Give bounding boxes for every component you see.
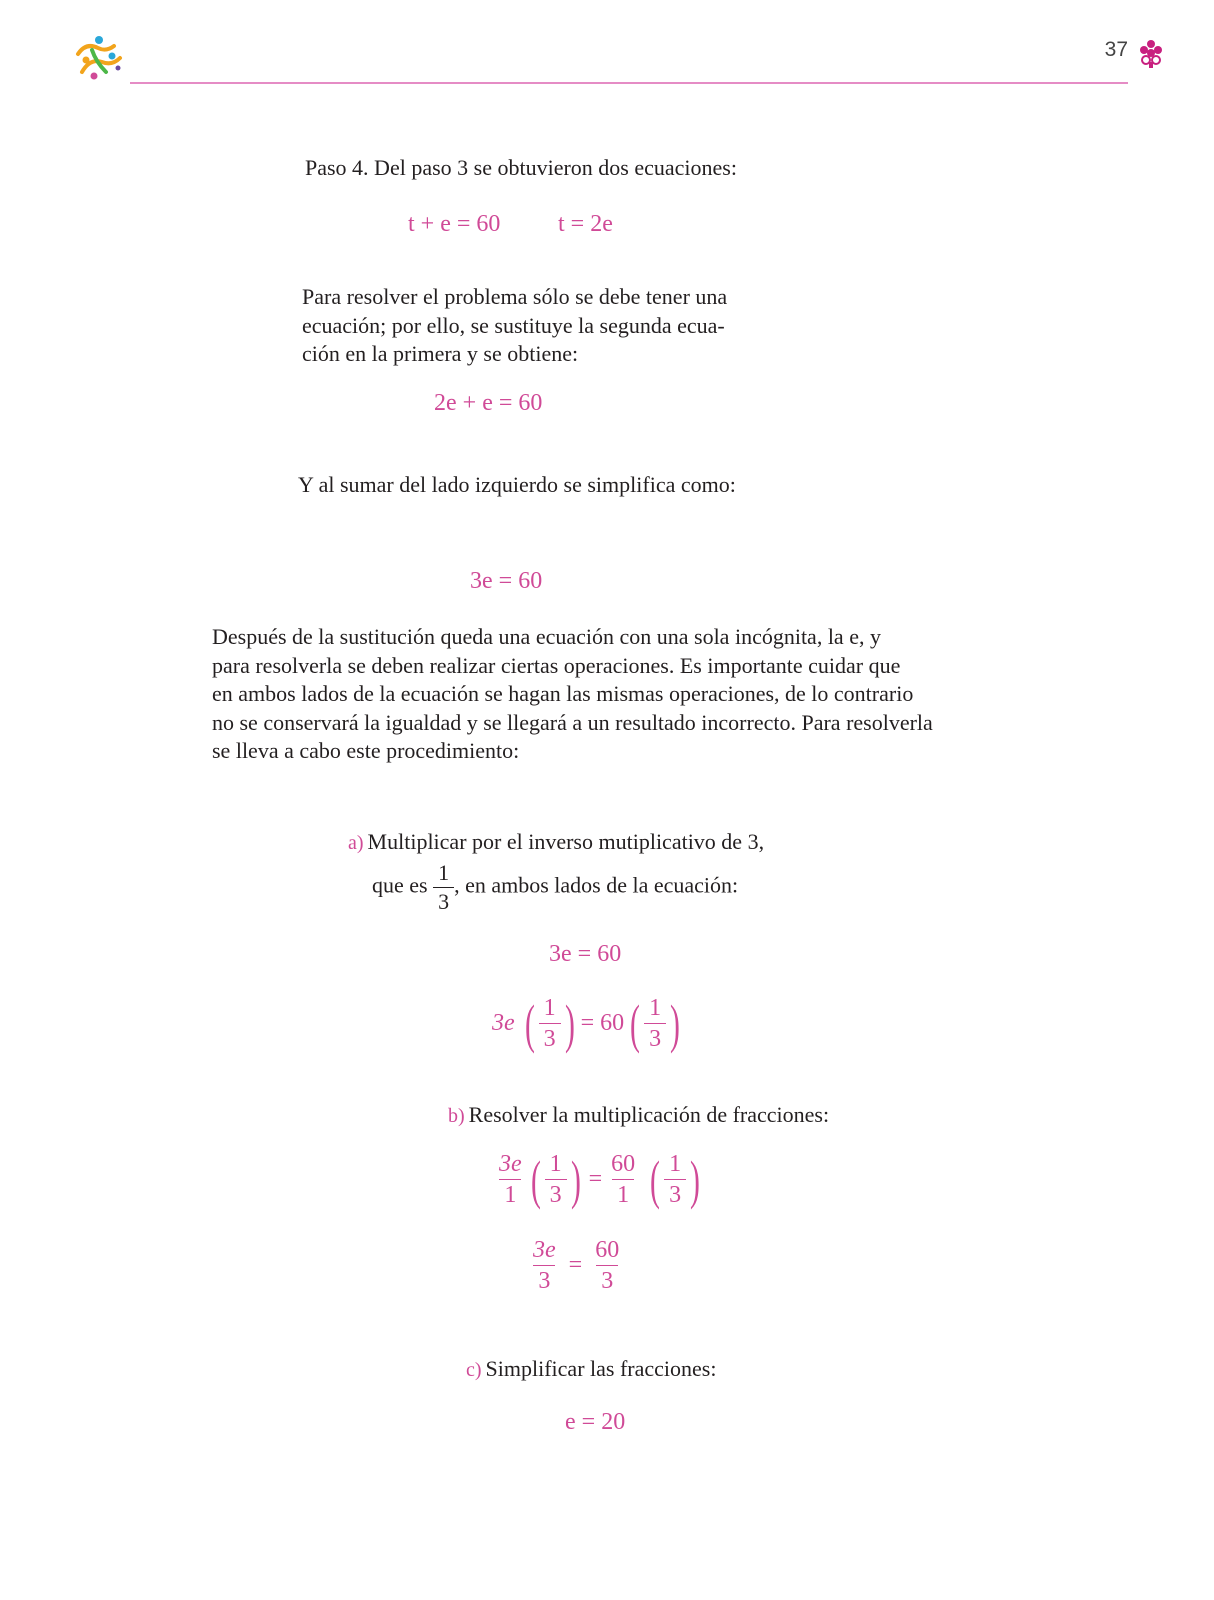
fraction-denominator: 3 [664, 1179, 686, 1207]
fraction-denominator: 3 [533, 1265, 555, 1293]
fraction-60-over-3 [590, 1238, 624, 1293]
step-a-text-before: que es [372, 872, 428, 898]
fraction-denominator: 3 [644, 1023, 666, 1051]
step-a-line1 [348, 828, 764, 857]
equation-t-equals-2e: t = 2e [558, 211, 613, 237]
explanation-paragraph [212, 623, 960, 766]
fraction-one-third [433, 862, 454, 913]
fraction-3e-over-3 [528, 1238, 561, 1293]
equals-sign: = [588, 1166, 603, 1192]
fraction-numerator: 1 [549, 1151, 562, 1177]
fraction-numerator: 1 [669, 1151, 682, 1177]
fraction-denominator: 3 [539, 1023, 561, 1051]
equation-multiply-inverse [492, 993, 684, 1054]
flower-ornament-icon [1138, 38, 1164, 68]
equals-60: = 60 [580, 1010, 625, 1036]
equals-sign: = [568, 1252, 583, 1278]
step-b-marker: b) [448, 1105, 465, 1127]
step-b-text: Resolver la multiplicación de fracciones: [468, 1102, 830, 1127]
step-a-text: Multiplicar por el inverso mutiplicativo de 3, [367, 829, 765, 854]
simplify-text: Y al sumar del lado izquierdo se simplifica como: [298, 472, 736, 497]
fraction-denominator: 3 [545, 1179, 567, 1207]
fraction-denominator: 3 [596, 1265, 618, 1293]
parenthesized-fraction: ( $\frac{1}{3}$ ) [524, 993, 575, 1054]
term-3e: 3e [492, 1010, 515, 1036]
header-rule [130, 82, 1128, 84]
parenthesized-fraction: ( $\frac{1}{3}$ ) [530, 1149, 581, 1210]
book-logo-icon [72, 32, 126, 86]
step-a-text-after: , en ambos lados de la ecuación: [454, 872, 739, 898]
fraction-numerator: 60 [595, 1237, 620, 1263]
equation-fractions-result [528, 1238, 624, 1293]
explanation-line: Después de la sustitución queda una ecuación con una sola incógnita, la e, y [212, 624, 881, 649]
step-c-marker: c) [466, 1359, 482, 1381]
substitution-line: Para resolver el problema sólo se debe tener una [302, 284, 728, 309]
fraction-numerator: 3e [533, 1237, 556, 1263]
fraction-numerator: 3e [499, 1151, 522, 1177]
page-number: 37 [1104, 38, 1128, 61]
step-a-marker: a) [348, 832, 364, 854]
equation-e-equals-20: e = 20 [565, 1409, 626, 1435]
equation-3e-step-a: 3e = 60 [549, 941, 622, 967]
fraction-numerator: 60 [611, 1151, 636, 1177]
explanation-line: en ambos lados de la ecuación se hagan las mismas operaciones, de lo contrario [212, 681, 914, 706]
explanation-line: para resolverla se deben realizar ciertas operaciones. Es importante cuidar que [212, 652, 901, 678]
equation-fractions-product [494, 1149, 704, 1210]
fraction-numerator: 1 [649, 995, 662, 1021]
fraction-numerator: 1 [438, 860, 450, 885]
equation-t-plus-e: t + e = 60 [408, 211, 501, 237]
explanation-line: se lleva a cabo este procedimiento: [212, 738, 520, 763]
equation-3e: 3e = 60 [470, 568, 543, 594]
step-b-line [448, 1101, 829, 1130]
fraction-denominator: 1 [499, 1179, 521, 1207]
fraction-denominator: 1 [612, 1179, 634, 1207]
fraction-numerator: 1 [543, 995, 556, 1021]
explanation-line: no se conservará la igualdad y se llegará a un resultado incorrecto. Para resolverla [212, 709, 933, 735]
step-c-text: Simplificar las fracciones: [485, 1356, 717, 1381]
fraction-3e-over-1 [494, 1152, 527, 1207]
parenthesized-fraction: ( $\frac{1}{3}$ ) [650, 1149, 701, 1210]
substitution-line: ecuación; por ello, se sustituye la segunda ecua- [302, 312, 725, 338]
substitution-line: ción en la primera y se obtiene: [302, 341, 579, 366]
fraction-denominator: 3 [433, 887, 454, 913]
step-c-line [466, 1355, 716, 1384]
step4-intro: Paso 4. Del paso 3 se obtuvieron dos ecuaciones: [305, 155, 737, 180]
fraction-60-over-1 [606, 1152, 640, 1207]
equation-2e-plus-e: 2e + e = 60 [434, 390, 543, 416]
parenthesized-fraction: ( $\frac{1}{3}$ ) [630, 993, 681, 1054]
step-a-line2 [372, 862, 738, 913]
substitution-paragraph [302, 283, 727, 369]
